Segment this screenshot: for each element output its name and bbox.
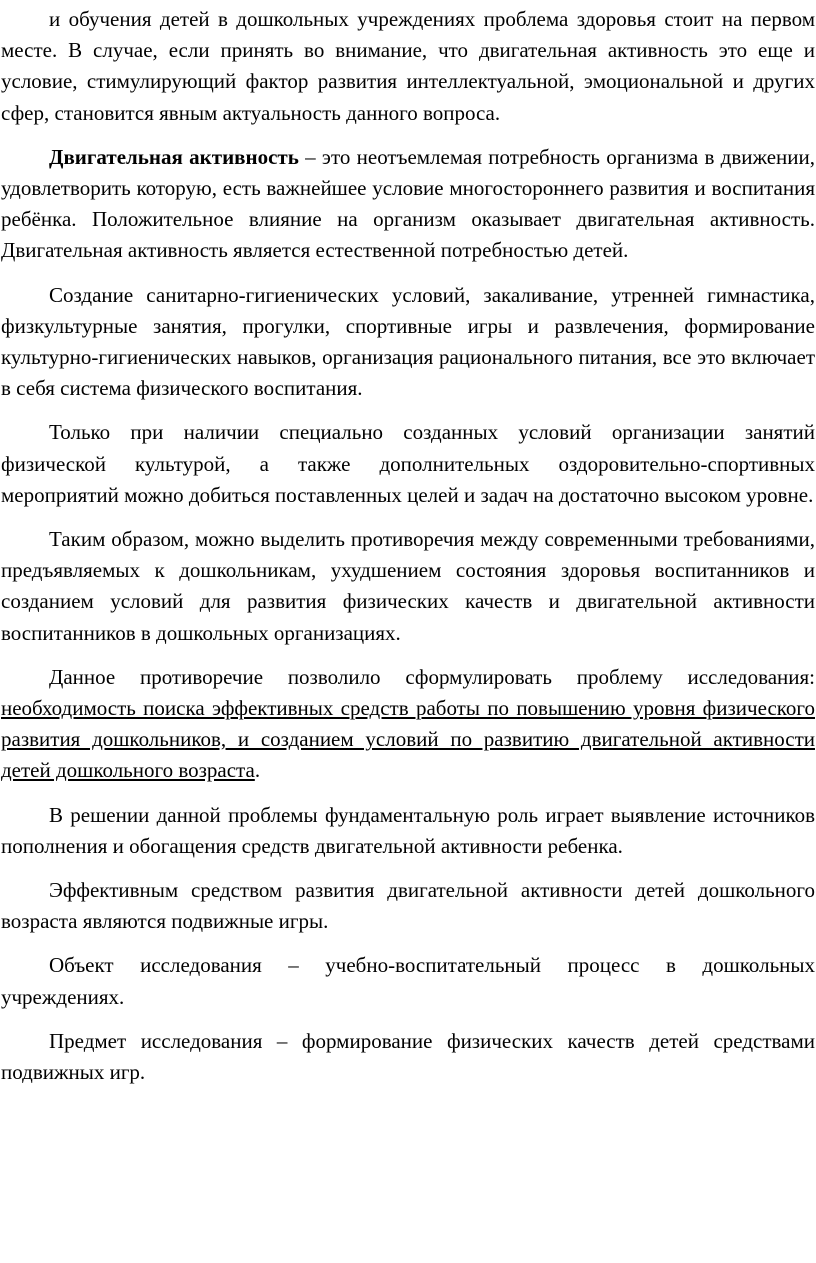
research-problem-lead: Данное противоречие позволило сформулировать проблему исследования: <box>49 664 815 689</box>
paragraph-research-problem <box>1 662 815 787</box>
paragraph-research-object: Объект исследования – учебно-воспитательный процесс в дошкольных учреждениях. <box>1 953 815 1009</box>
paragraph-intro-continuation: и обучения детей в дошкольных учреждениях проблема здоровья стоит на первом месте. В случае, если принять во внимание, что двигательная активность это еще и условие, стимулирующий фактор развития интеллектуальной, эмоциональной и других сфер, становится явным актуальность данного вопроса. <box>1 7 815 125</box>
research-problem-end: . <box>254 758 261 783</box>
paragraph-motor-activity-definition <box>1 142 815 267</box>
research-problem-statement: необходимость поиска эффективных средств работы по повышению уровня физического развития дошкольников, и созданием условий по развитию двигательной активности детей дошкольного возраста <box>1 696 815 783</box>
paragraph-special-conditions: Только при наличии специально созданных условий организации занятий физической культурой, а также дополнительных оздоровительно-спортивных мероприятий можно добиться поставленных целей и задач на достаточно высоком уровне. <box>1 420 815 507</box>
paragraph-physical-education-system: Создание санитарно-гигиенических условий, закаливание, утренней гимнастика, физкультурные занятия, прогулки, спортивные игры и развлечения, формирование культурно-гигиенических навыков, организация рационального питания, все это включает в себя система физического воспитания. <box>1 282 815 401</box>
term-motor-activity: Двигательная активность <box>49 144 299 169</box>
paragraph-problem-solution: В решении данной проблемы фундаментальную роль играет выявление источников пополнения и обогащения средств двигательной активности ребенка. <box>1 802 815 858</box>
paragraph-contradictions: Таким образом, можно выделить противоречия между современными требованиями, предъявляемых к дошкольникам, ухудшением состояния здоровья воспитанников и созданием условий для развития физических качеств и двигательной активности воспитанников в дошкольных организациях. <box>1 527 815 645</box>
paragraph-effective-means: Эффективным средством развития двигательной активности детей дошкольного возраста являются подвижные игры. <box>1 878 815 934</box>
paragraph-research-subject: Предмет исследования – формирование физических качеств детей средствами подвижных игр. <box>1 1028 815 1085</box>
definition-text: – это неотъемлемая потребность организма в движении, удовлетворить которую, есть важнейшее условие многостороннего развития и воспитания ребёнка. Положительное влияние на организм оказывает двигательная активность. Двигательная активность является естественной потребностью детей. <box>1 144 816 263</box>
